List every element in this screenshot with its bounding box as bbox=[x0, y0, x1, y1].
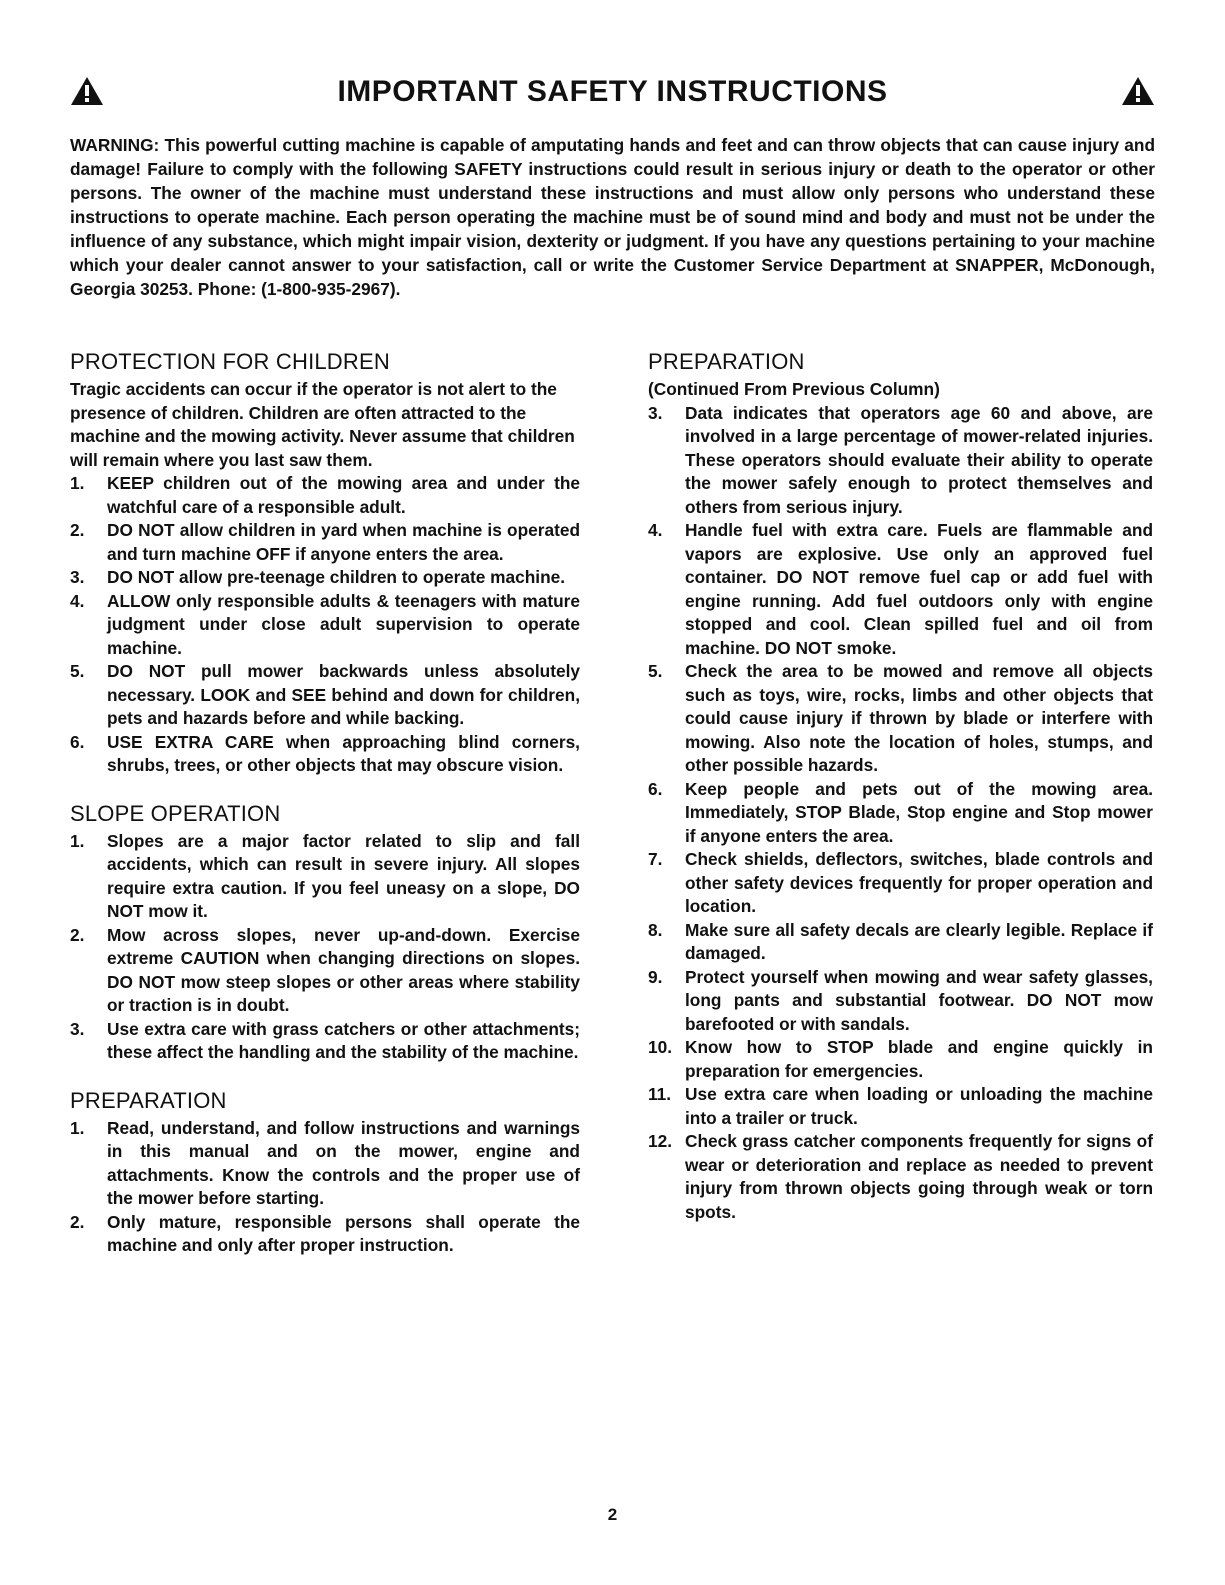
item-text: Check the area to be mowed and remove all objects such as toys, wire, rocks, limbs and other objects that could cause injury if thrown by blade or interfere with mowing. Also note the location of holes, stumps, and other possible hazards. bbox=[685, 661, 1153, 775]
item-number: 3. bbox=[70, 1018, 85, 1039]
item-text: USE EXTRA CARE when approaching blind corners, shrubs, trees, or other objects that may obscure vision. bbox=[107, 731, 580, 775]
section-intro: Tragic accidents can occur if the operator is not alert to the presence of children. Children are often attracted to the machine and the mowing activity. Never assume that children will remain where you last saw them. bbox=[70, 379, 575, 470]
page-title: IMPORTANT SAFETY INSTRUCTIONS bbox=[337, 75, 888, 108]
item-number: 11. bbox=[648, 1084, 672, 1104]
item-number: 2. bbox=[70, 520, 85, 540]
slope-list bbox=[70, 830, 580, 1065]
item-text: Keep people and pets out of the mowing area. Immediately, STOP Blade, Stop engine and Stop mower if anyone enters the area. bbox=[685, 778, 1153, 846]
item-text: Use extra care when loading or unloading the machine into a trailer or truck. bbox=[685, 1084, 1153, 1128]
item-number: 1. bbox=[70, 1117, 85, 1138]
children-list bbox=[70, 472, 580, 778]
preparation-section bbox=[70, 1087, 580, 1258]
list-item bbox=[648, 848, 1153, 919]
list-item bbox=[70, 472, 580, 519]
protection-for-children-section bbox=[70, 348, 580, 778]
preparation-list bbox=[70, 1117, 580, 1258]
list-item bbox=[648, 519, 1153, 660]
continued-note: (Continued From Previous Column) bbox=[648, 379, 940, 399]
list-item bbox=[648, 966, 1153, 1037]
item-text: DO NOT allow pre-teenage children to operate machine. bbox=[107, 567, 566, 587]
list-item bbox=[70, 924, 580, 1018]
item-text: KEEP children out of the mowing area and under the watchful care of a responsible adult. bbox=[107, 473, 580, 517]
title-row bbox=[70, 72, 1155, 112]
item-number: 3. bbox=[648, 402, 663, 423]
item-number: 10. bbox=[648, 1037, 673, 1057]
section-heading: PROTECTION FOR CHILDREN bbox=[70, 349, 390, 374]
slope-operation-section bbox=[70, 800, 580, 1065]
item-number: 1. bbox=[70, 830, 85, 851]
warning-paragraph: WARNING: This powerful cutting machine is capable of amputating hands and feet and can throw objects that can cause injury and damage! Failure to comply with the following SAFETY instructions could result in serious injury or death to the operator or other persons. The owner of the machine must understand these instructions and must allow only persons who understand these instructions to operate machine. Each person operating the machine must be of sound mind and body and must not be under the influence of any substance, which might impair vision, dexterity or judgment. If you have any questions pertaining to your machine which your dealer cannot answer to your satisfaction, call or write the Customer Service Department at SNAPPER, McDonough, Georgia 30253. Phone: (1-800-935-2967). bbox=[70, 135, 1155, 299]
item-number: 2. bbox=[70, 1211, 85, 1232]
list-item bbox=[648, 660, 1153, 778]
list-item bbox=[70, 1117, 580, 1211]
item-text: Read, understand, and follow instructions and warnings in this manual and on the mower, engine and attachments. Know the controls and the proper use of the mower before starting. bbox=[107, 1117, 580, 1208]
left-column bbox=[70, 348, 580, 1258]
preparation-continued-list bbox=[648, 402, 1153, 1225]
page-number: 2 bbox=[607, 1505, 618, 1524]
item-text: Mow across slopes, never up-and-down. Exercise extreme CAUTION when changing directions on slopes. DO NOT mow steep slopes or other areas where stability or traction is in doubt. bbox=[107, 924, 580, 1015]
list-item bbox=[648, 1036, 1153, 1083]
list-item bbox=[70, 731, 580, 778]
list-item bbox=[648, 919, 1153, 966]
item-number: 12. bbox=[648, 1131, 673, 1151]
item-number: 8. bbox=[648, 919, 663, 940]
section-heading: SLOPE OPERATION bbox=[70, 800, 281, 826]
item-text: ALLOW only responsible adults & teenagers with mature judgment under close adult supervision to operate machine. bbox=[107, 590, 580, 658]
item-text: Use extra care with grass catchers or other attachments; these affect the handling and the stability of the machine. bbox=[107, 1018, 580, 1062]
item-number: 9. bbox=[648, 966, 663, 987]
section-heading: PREPARATION bbox=[648, 349, 805, 374]
list-item bbox=[648, 1130, 1153, 1224]
item-number: 3. bbox=[70, 567, 85, 587]
list-item bbox=[70, 566, 580, 590]
item-text: Make sure all safety decals are clearly legible. Replace if damaged. bbox=[685, 919, 1153, 963]
item-number: 7. bbox=[648, 849, 663, 869]
right-column bbox=[648, 348, 1153, 1224]
item-number: 1. bbox=[70, 473, 85, 493]
list-item bbox=[70, 590, 580, 661]
item-text: Check shields, deflectors, switches, blade controls and other safety devices frequently for proper operation and location. bbox=[685, 849, 1153, 916]
item-number: 5. bbox=[70, 661, 85, 681]
section-heading: PREPARATION bbox=[70, 1087, 227, 1113]
item-number: 6. bbox=[70, 731, 85, 752]
list-item bbox=[70, 519, 580, 566]
item-text: Check grass catcher components frequently for signs of wear or deterioration and replace as needed to prevent injury from thrown objects going through weak or torn spots. bbox=[685, 1131, 1153, 1222]
item-text: Know how to STOP blade and engine quickly in preparation for emergencies. bbox=[685, 1037, 1153, 1081]
item-text: Slopes are a major factor related to slip and fall accidents, which can result in severe injury. All slopes require extra caution. If you feel uneasy on a slope, DO NOT mow it. bbox=[107, 830, 580, 921]
list-item bbox=[648, 1083, 1153, 1130]
list-item bbox=[70, 1018, 580, 1065]
list-item bbox=[70, 830, 580, 924]
item-number: 6. bbox=[648, 778, 663, 799]
list-item bbox=[648, 402, 1153, 520]
item-text: DO NOT allow children in yard when machine is operated and turn machine OFF if anyone enters the area. bbox=[107, 520, 580, 564]
item-text: Handle fuel with extra care. Fuels are flammable and vapors are explosive. Use only an approved fuel container. DO NOT remove fuel cap or add fuel with engine running. Add fuel outdoors only with engine stopped and cool. Clean spilled fuel and oil from machine. DO NOT smoke. bbox=[685, 520, 1153, 658]
list-item bbox=[648, 778, 1153, 849]
item-number: 4. bbox=[648, 520, 663, 540]
item-text: Protect yourself when mowing and wear safety glasses, long pants and substantial footwear. DO NOT mow barefooted or with sandals. bbox=[685, 966, 1153, 1034]
item-text: DO NOT pull mower backwards unless absolutely necessary. LOOK and SEE behind and down for children, pets and hazards before and while backing. bbox=[107, 661, 580, 728]
list-item bbox=[70, 1211, 580, 1258]
preparation-continued-section bbox=[648, 348, 1153, 1224]
item-number: 5. bbox=[648, 661, 663, 681]
item-text: Data indicates that operators age 60 and above, are involved in a large percentage of mower-related injuries. These operators should evaluate their ability to operate the mower safely enough to protect themselves and others from serious injury. bbox=[685, 402, 1153, 517]
item-number: 4. bbox=[70, 590, 85, 611]
list-item bbox=[70, 660, 580, 731]
item-text: Only mature, responsible persons shall operate the machine and only after proper instruction. bbox=[107, 1211, 580, 1255]
warning-triangle-icon bbox=[1121, 76, 1155, 106]
item-number: 2. bbox=[70, 924, 85, 945]
